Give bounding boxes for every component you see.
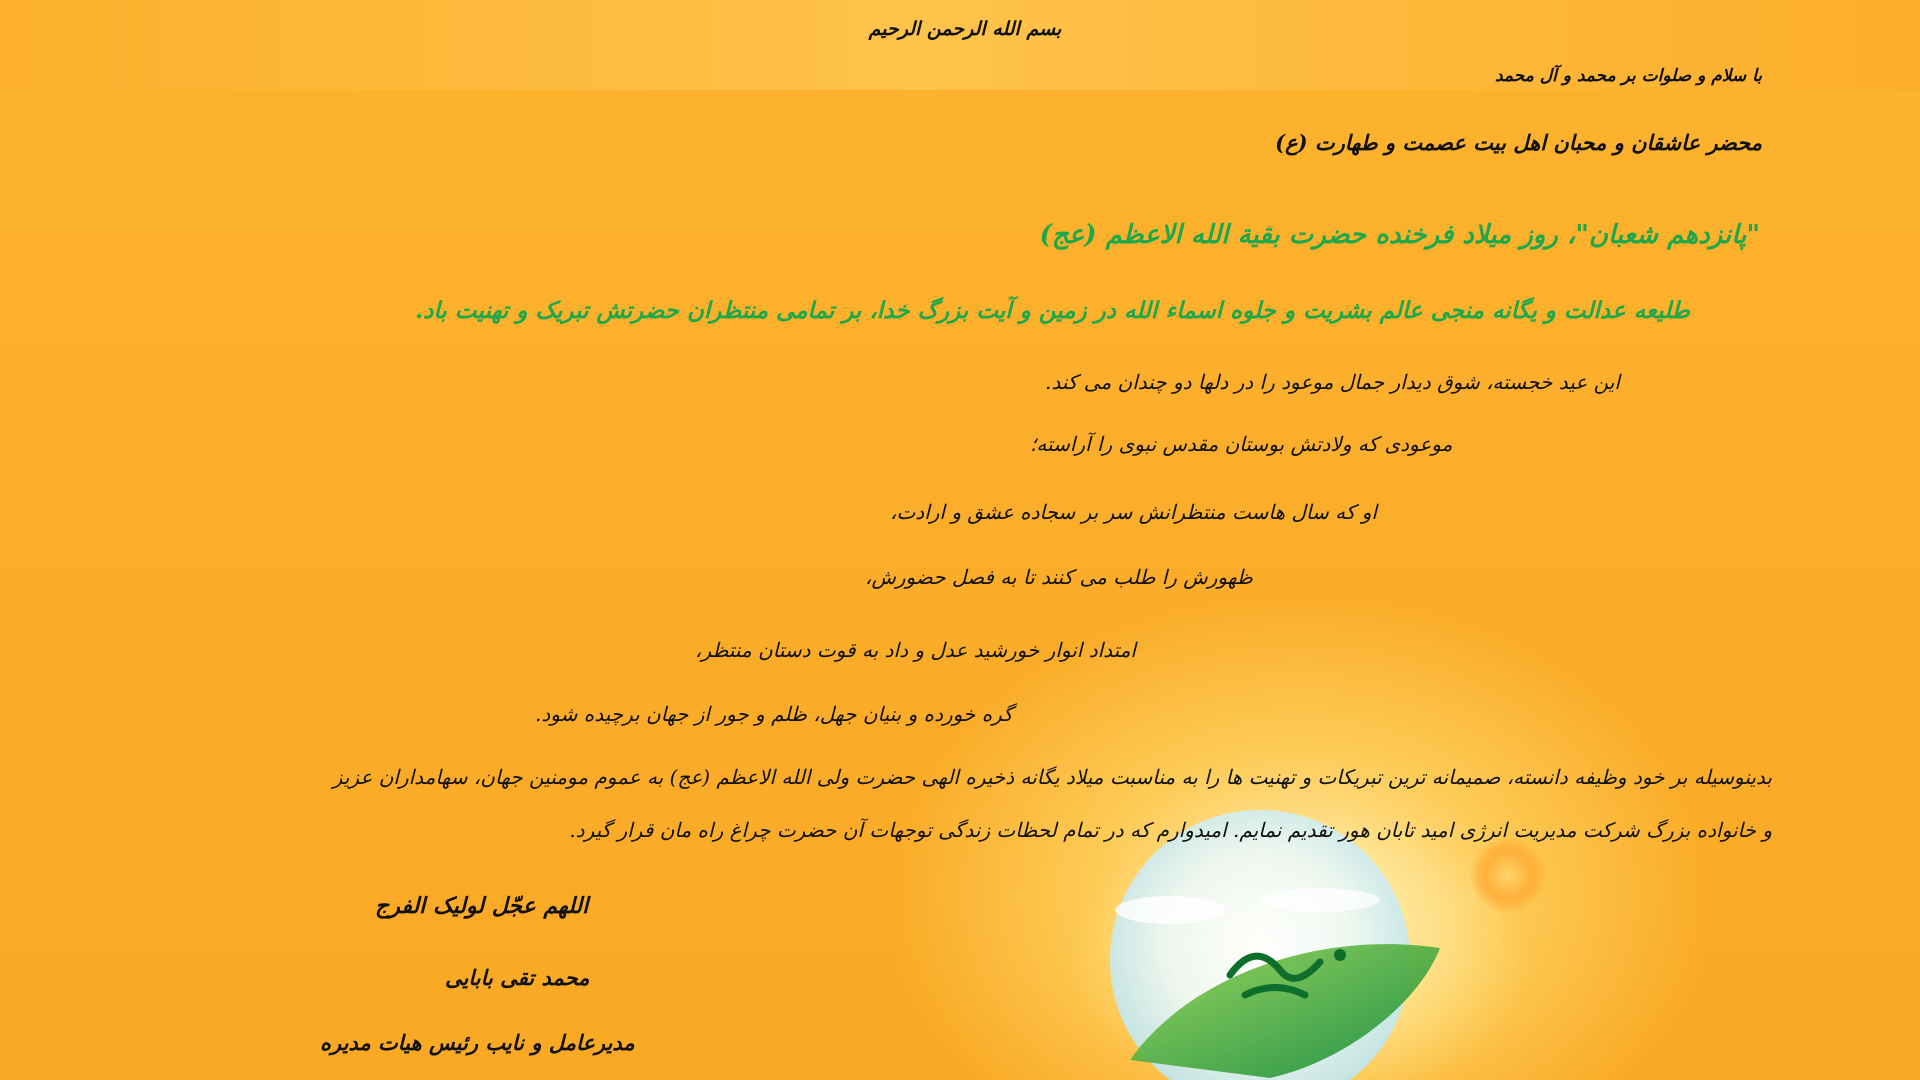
signatory-title: مدیرعامل و نایب رئیس هیات مدیره — [320, 1030, 635, 1055]
calligraphy-dot — [1334, 949, 1346, 961]
sun-disc — [1470, 837, 1546, 913]
bismillah-heading: بسم الله الرحمن الرحیم — [868, 18, 1062, 40]
body-paragraph-line-1: بدینوسیله بر خود وظیفه دانسته، صمیمانه ترین تبریکات و تهنیت ها را به مناسبت میلاد یگانه ذخیره الهی حضرت ولی الله الاعظم (عج) به عموم مومنین جهان، سهامداران عزیز — [332, 765, 1772, 789]
address-line: محضر عاشقان و محبان اهل بیت عصمت و طهارت (ع) — [1275, 130, 1762, 155]
salutation-line: با سلام و صلوات بر محمد و آل محمد — [1494, 66, 1762, 86]
greeting-line: طلیعه عدالت و یگانه منجی عالم بشریت و جلوه اسماء الله در زمین و آیت بزرگ خدا، بر تمامی منتظران حضرتش تبریک و تهنیت باد. — [415, 297, 1690, 324]
body-paragraph-line-2: و خانواده بزرگ شرکت مدیریت انرژی امید تابان هور تقدیم نمایم. امیدوارم که در تمام لحظات زندگی توجهات آن حضرت چراغ راه مان قرار گیرد. — [569, 818, 1772, 842]
occasion-headline: "پانزدهم شعبان"، روز میلاد فرخنده حضرت بقیة الله الاعظم (عج) — [1039, 220, 1760, 250]
verse-line-5: امتداد انوار خورشید عدل و داد به قوت دستان منتظر، — [695, 638, 1136, 662]
closing-prayer: اللهم عجّل لولیک الفرج — [375, 893, 589, 919]
signatory-name: محمد تقی بابایی — [445, 965, 590, 990]
verse-line-1: این عید خجسته، شوق دیدار جمال موعود را در دلها دو چندان می کند. — [1045, 370, 1620, 394]
verse-line-4: ظهورش را طلب می کنند تا به فصل حضورش، — [865, 565, 1253, 589]
mahdi-calligraphy-artwork — [1020, 760, 1580, 1080]
verse-line-6: گره خورده و بنیان جهل، ظلم و جور از جهان برچیده شود. — [535, 702, 1013, 726]
verse-line-2: موعودی که ولادتش بوستان مقدس نبوی را آراسته؛ — [1030, 432, 1453, 456]
verse-line-3: او که سال هاست منتظرانش سر بر سجاده عشق و ارادت، — [890, 500, 1377, 524]
cloud-left — [1115, 896, 1225, 924]
cloud-right — [1260, 888, 1380, 912]
